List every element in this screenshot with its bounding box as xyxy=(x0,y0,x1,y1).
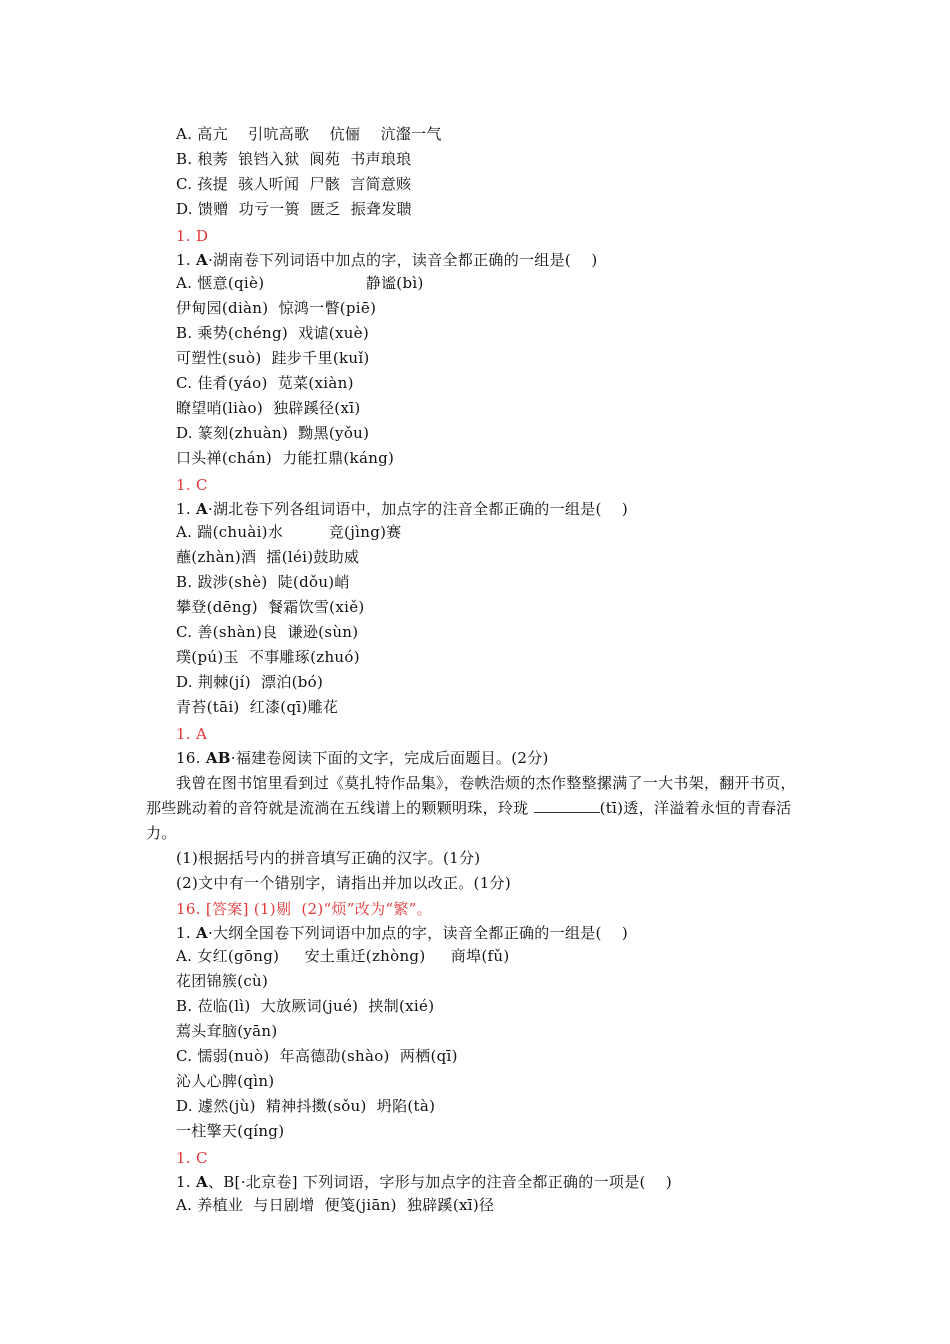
option-line: 青苔(tāi) 红漆(qī)雕花 xyxy=(176,698,339,716)
option-line: 伊甸园(diàn) 惊鸿一瞥(piē) xyxy=(176,299,377,317)
question-line: 1. A·湖南卷下列词语中加点的字，读音全都正确的一组是( ) xyxy=(176,251,598,269)
option-line: 口头禅(chán) 力能扛鼎(káng) xyxy=(176,449,395,467)
option-line: 蘸(zhàn)酒 擂(léi)鼓助威 xyxy=(176,548,360,566)
option-line: C. 善(shàn)良 谦逊(sùn) xyxy=(176,623,359,641)
option-line: 瞭望哨(liào) 独辟蹊径(xī) xyxy=(176,399,361,417)
answer-line: 16. [答案] (1)剔 (2)“烦”改为“繁”。 xyxy=(176,900,432,918)
answer-line: 1. C xyxy=(176,476,208,494)
option-line: A. 女红(gōng) 安土重迁(zhòng) 商埠(fǔ) xyxy=(176,947,510,965)
answer-line: 1. C xyxy=(176,1149,208,1167)
option-line: 可塑性(suò) 跬步千里(kuǐ) xyxy=(176,349,370,367)
option-line: C. 懦弱(nuò) 年高德劭(shào) 两栖(qī) xyxy=(176,1047,458,1065)
reading-passage: 我曾在图书馆里看到过《莫扎特作品集》，卷帙浩烦的杰作整整摞满了一大书架，翻开书页，那些跳动着的音符就是流淌在五线谱上的颗颗明珠，玲珑 (tī)透，洋溢着永恒的青春活力。 xyxy=(146,774,796,842)
option-line: 一柱擎天(qíng) xyxy=(176,1122,285,1140)
option-line: B. 乘势(chéng) 戏谑(xuè) xyxy=(176,324,370,342)
option-line: 蔫头耷脑(yān) xyxy=(176,1022,278,1040)
option-line: D. 馈赠 功亏一篑 匮乏 振聋发聩 xyxy=(176,200,412,218)
option-line: 璞(pú)玉 不事雕琢(zhuó) xyxy=(176,648,360,666)
question-line: 1. A·大纲全国卷下列词语中加点的字，读音全都正确的一组是( ) xyxy=(176,924,629,942)
option-line: D. 荆棘(jí) 漂泊(bó) xyxy=(176,673,324,691)
question-line: 16. AB·福建卷阅读下面的文字，完成后面题目。(2分) xyxy=(176,749,549,767)
answer-line: 1. A xyxy=(176,725,208,743)
option-line: A. 踹(chuài)水 竞(jìng)赛 xyxy=(176,523,402,541)
option-line: A. 养植业 与日剧增 便笺(jiān) 独辟蹊(xī)径 xyxy=(176,1196,495,1214)
sub-question: (2)文中有一个错别字，请指出并加以改正。(1分) xyxy=(176,874,511,892)
option-line: D. 篆刻(zhuàn) 黝黑(yǒu) xyxy=(176,424,370,442)
option-line: C. 孩提 骇人听闻 尸骸 言简意赅 xyxy=(176,175,412,193)
option-line: B. 莅临(lì) 大放厥词(jué) 挟制(xié) xyxy=(176,997,435,1015)
fill-blank xyxy=(534,798,600,813)
option-line: C. 佳肴(yáo) 苋菜(xiàn) xyxy=(176,374,354,392)
option-line: D. 遽然(jù) 精神抖擞(sǒu) 坍陷(tà) xyxy=(176,1097,436,1115)
option-line: 攀登(dēng) 餐霜饮雪(xiě) xyxy=(176,598,365,616)
sub-question: (1)根据括号内的拼音填写正确的汉字。(1分) xyxy=(176,849,481,867)
option-line: 花团锦簇(cù) xyxy=(176,972,269,990)
option-line: A. 惬意(qiè) 静谧(bì) xyxy=(176,274,424,292)
question-line: 1. A、B[·北京卷] 下列词语，字形与加点字的注音全都正确的一项是( ) xyxy=(176,1173,673,1191)
answer-line: 1. D xyxy=(176,227,209,245)
option-line: A. 高亢 引吭高歌 伉俪 沆瀣一气 xyxy=(176,125,442,143)
option-line: B. 稂莠 锒铛入狱 阆苑 书声琅琅 xyxy=(176,150,412,168)
option-line: 沁人心脾(qìn) xyxy=(176,1072,275,1090)
question-line: 1. A·湖北卷下列各组词语中，加点字的注音全都正确的一组是( ) xyxy=(176,500,629,518)
option-line: B. 跋涉(shè) 陡(dǒu)峭 xyxy=(176,573,350,591)
